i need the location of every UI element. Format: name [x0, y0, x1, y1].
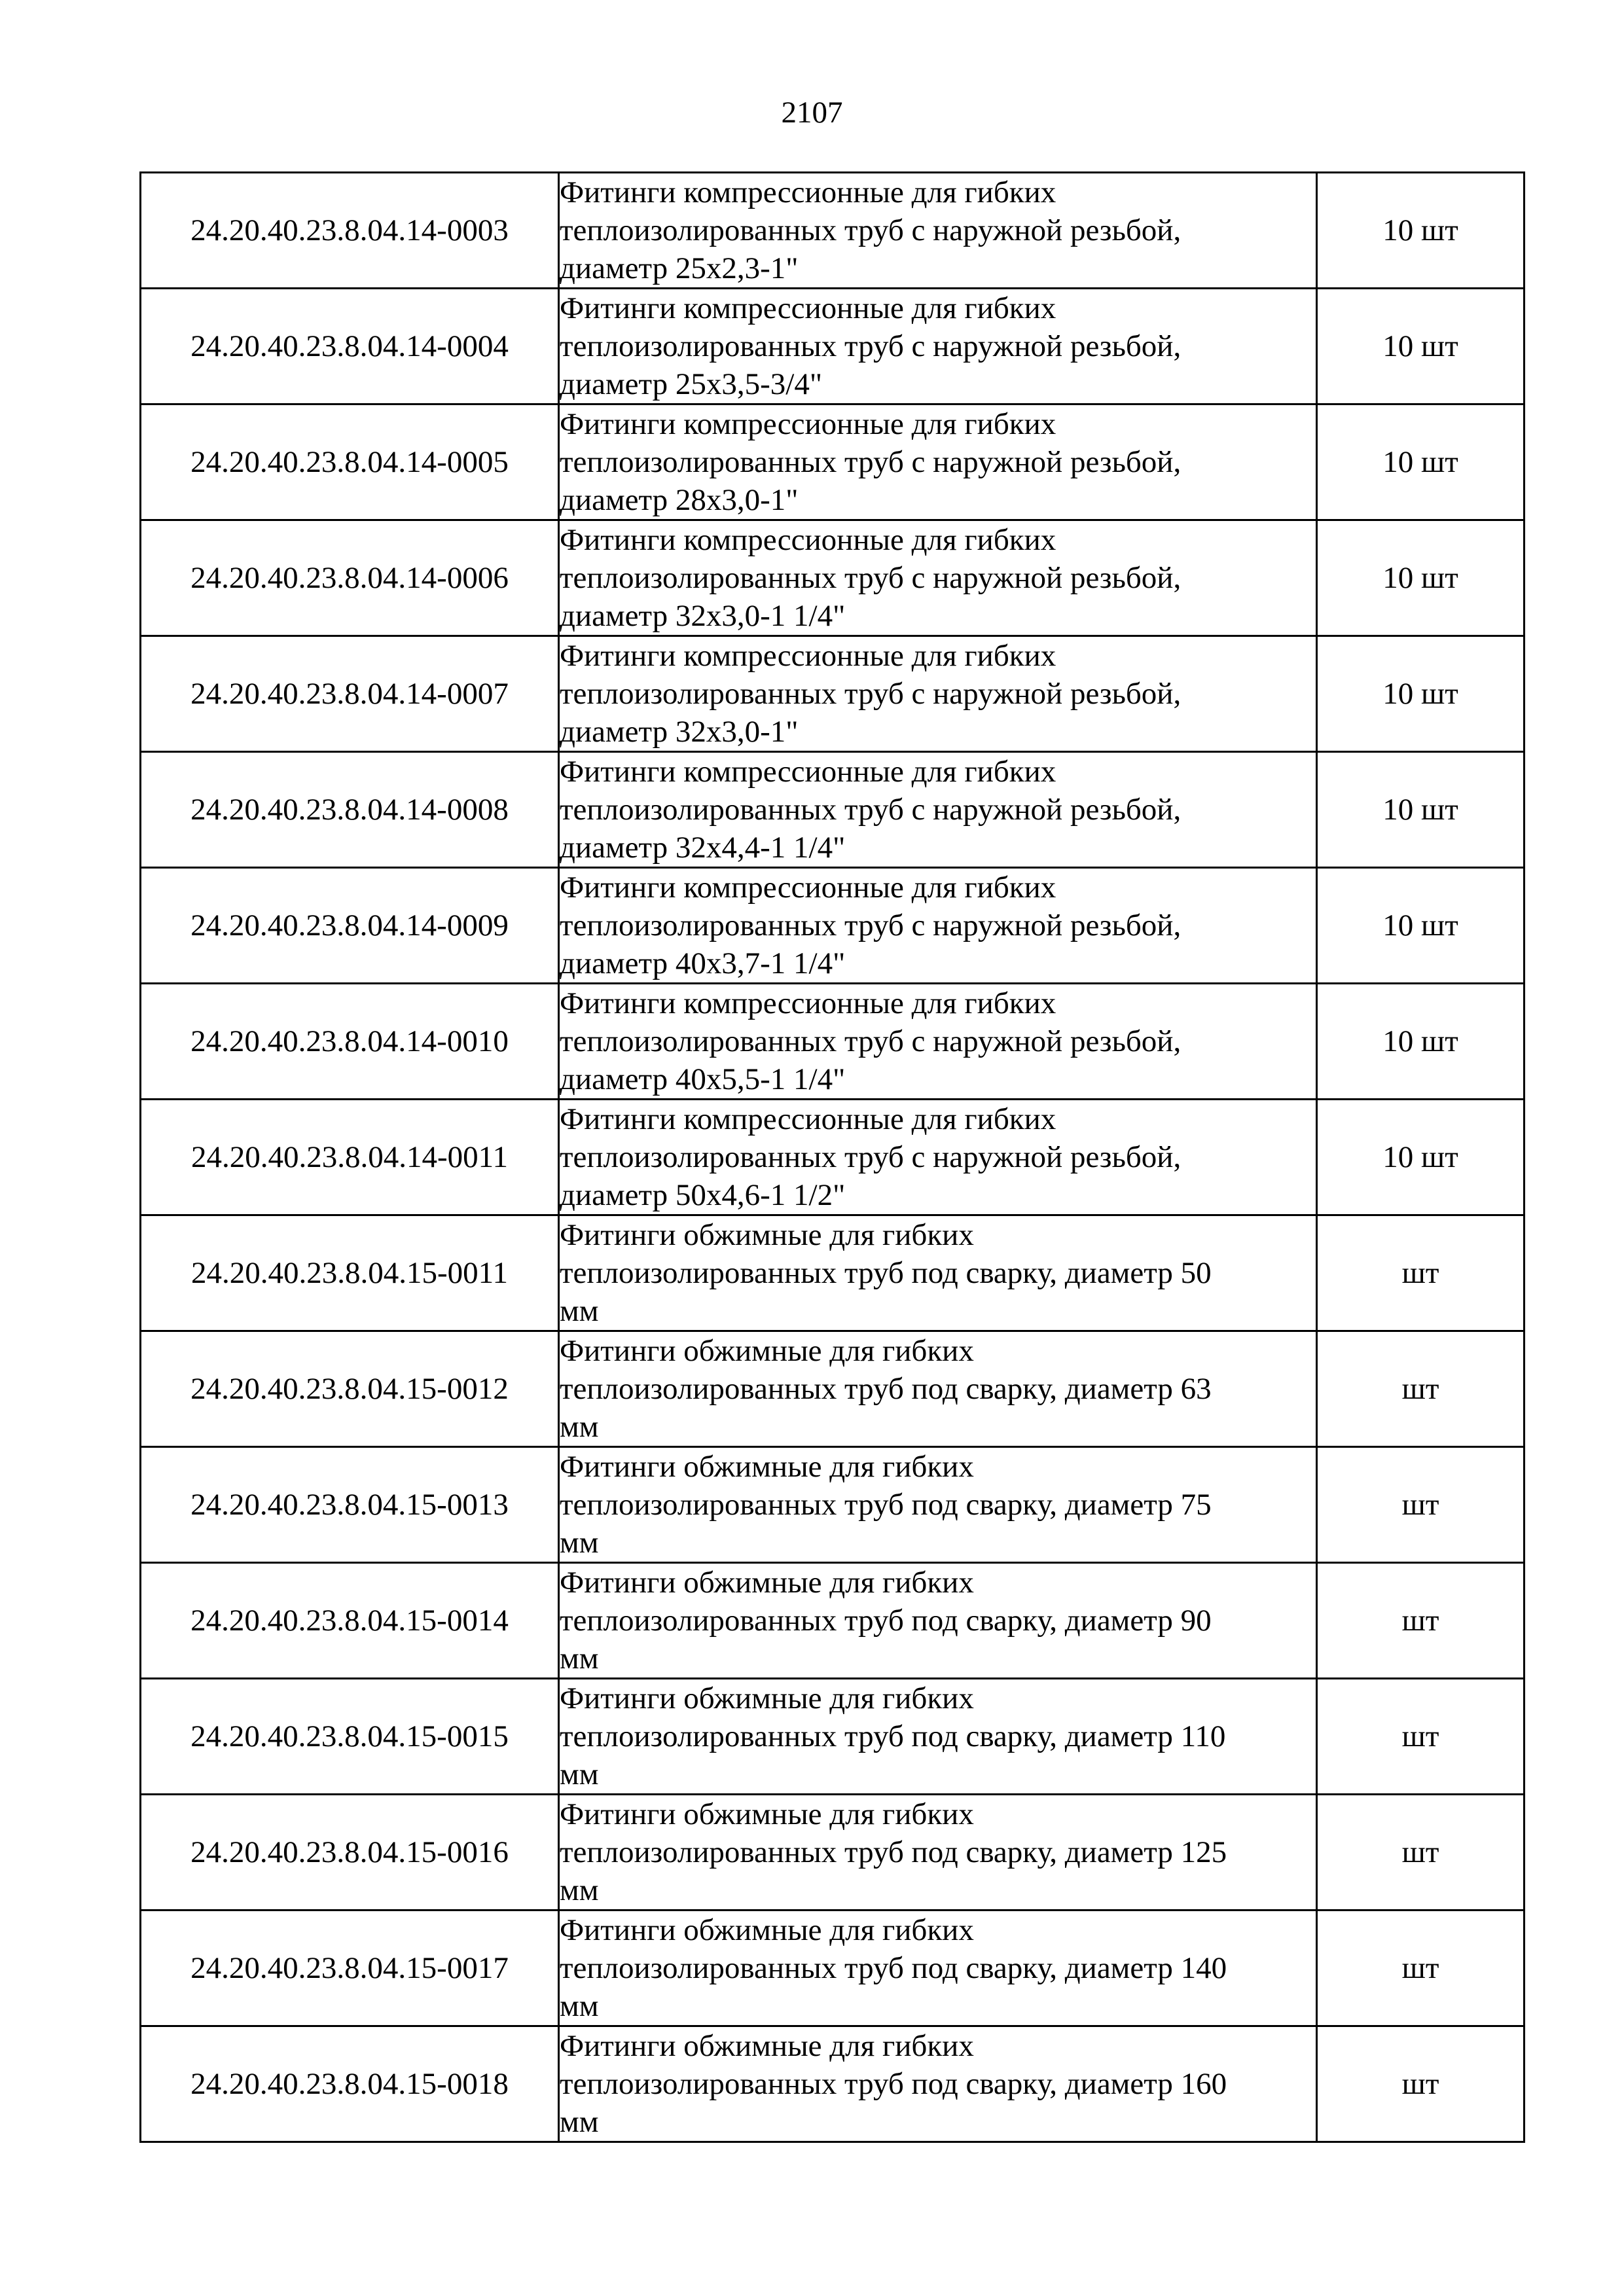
- description-line: мм: [560, 1757, 599, 1791]
- description-line: диаметр 50x4,6-1 1/2": [560, 1178, 846, 1212]
- item-code: 24.20.40.23.8.04.14-0004: [141, 289, 559, 404]
- description-line: Фитинги компрессионные для гибких: [560, 755, 1056, 789]
- description-line: диаметр 28x3,0-1": [560, 483, 799, 517]
- item-unit: 10 шт: [1317, 752, 1525, 868]
- item-description: [559, 1331, 1317, 1447]
- item-description: [559, 173, 1317, 289]
- description-line: Фитинги компрессионные для гибких: [560, 291, 1056, 325]
- table-row: [141, 1215, 1525, 1331]
- item-description: [559, 1795, 1317, 1910]
- description-line: теплоизолированных труб с наружной резьбой,: [560, 793, 1182, 827]
- item-code: 24.20.40.23.8.04.14-0008: [141, 752, 559, 868]
- description-line: мм: [560, 1526, 599, 1560]
- item-code: 24.20.40.23.8.04.15-0018: [141, 2026, 559, 2142]
- description-line: Фитинги обжимные для гибких: [560, 1218, 974, 1252]
- item-description: [559, 636, 1317, 752]
- table-row: [141, 520, 1525, 636]
- description-line: теплоизолированных труб под сварку, диаметр 63: [560, 1372, 1212, 1406]
- description-line: мм: [560, 1294, 599, 1328]
- items-table: [139, 171, 1525, 2143]
- description-line: теплоизолированных труб с наружной резьбой,: [560, 329, 1182, 363]
- item-unit: шт: [1317, 2026, 1525, 2142]
- description-line: теплоизолированных труб с наружной резьбой,: [560, 1024, 1182, 1058]
- item-description: [559, 1563, 1317, 1679]
- item-description: [559, 1215, 1317, 1331]
- description-line: диаметр 25x2,3-1": [560, 251, 799, 285]
- item-code: 24.20.40.23.8.04.14-0003: [141, 173, 559, 289]
- description-line: теплоизолированных труб под сварку, диаметр 110: [560, 1719, 1226, 1753]
- item-code: 24.20.40.23.8.04.14-0007: [141, 636, 559, 752]
- item-unit: шт: [1317, 1447, 1525, 1563]
- table-row: [141, 2026, 1525, 2142]
- description-line: теплоизолированных труб под сварку, диаметр 160: [560, 2067, 1227, 2101]
- items-table-body: [141, 173, 1525, 2142]
- table-row: [141, 1100, 1525, 1215]
- description-line: мм: [560, 1989, 599, 2023]
- description-line: теплоизолированных труб под сварку, диаметр 125: [560, 1835, 1227, 1869]
- item-description: [559, 1447, 1317, 1563]
- item-description: [559, 752, 1317, 868]
- item-unit: 10 шт: [1317, 289, 1525, 404]
- item-unit: шт: [1317, 1331, 1525, 1447]
- item-code: 24.20.40.23.8.04.14-0009: [141, 868, 559, 984]
- description-line: Фитинги компрессионные для гибких: [560, 639, 1056, 673]
- item-unit: 10 шт: [1317, 520, 1525, 636]
- item-code: 24.20.40.23.8.04.15-0015: [141, 1679, 559, 1795]
- table-row: [141, 984, 1525, 1100]
- item-unit: шт: [1317, 1795, 1525, 1910]
- description-line: теплоизолированных труб с наружной резьбой,: [560, 561, 1182, 595]
- description-line: теплоизолированных труб под сварку, диаметр 90: [560, 1604, 1212, 1638]
- table-row: [141, 752, 1525, 868]
- item-description: [559, 520, 1317, 636]
- table-row: [141, 1447, 1525, 1563]
- item-unit: шт: [1317, 1679, 1525, 1795]
- item-code: 24.20.40.23.8.04.15-0012: [141, 1331, 559, 1447]
- item-description: [559, 289, 1317, 404]
- description-line: Фитинги компрессионные для гибких: [560, 523, 1056, 557]
- item-unit: шт: [1317, 1910, 1525, 2026]
- table-row: [141, 868, 1525, 984]
- item-unit: шт: [1317, 1563, 1525, 1679]
- item-code: 24.20.40.23.8.04.15-0011: [141, 1215, 559, 1331]
- item-code: 24.20.40.23.8.04.14-0011: [141, 1100, 559, 1215]
- description-line: Фитинги компрессионные для гибких: [560, 986, 1056, 1020]
- item-code: 24.20.40.23.8.04.14-0006: [141, 520, 559, 636]
- item-description: [559, 1679, 1317, 1795]
- description-line: Фитинги компрессионные для гибких: [560, 870, 1056, 905]
- item-unit: 10 шт: [1317, 1100, 1525, 1215]
- item-unit: шт: [1317, 1215, 1525, 1331]
- table-row: [141, 1795, 1525, 1910]
- description-line: диаметр 32x3,0-1 1/4": [560, 599, 846, 633]
- description-line: Фитинги обжимные для гибких: [560, 1566, 974, 1600]
- description-line: Фитинги обжимные для гибких: [560, 2029, 974, 2063]
- item-unit: 10 шт: [1317, 984, 1525, 1100]
- description-line: мм: [560, 1873, 599, 1907]
- item-description: [559, 1100, 1317, 1215]
- description-line: мм: [560, 2105, 599, 2139]
- description-line: Фитинги обжимные для гибких: [560, 1681, 974, 1715]
- description-line: мм: [560, 1410, 599, 1444]
- table-row: [141, 1679, 1525, 1795]
- description-line: Фитинги обжимные для гибких: [560, 1797, 974, 1831]
- description-line: Фитинги компрессионные для гибких: [560, 175, 1056, 209]
- description-line: теплоизолированных труб с наружной резьбой,: [560, 1140, 1182, 1174]
- item-code: 24.20.40.23.8.04.14-0010: [141, 984, 559, 1100]
- item-description: [559, 2026, 1317, 2142]
- description-line: мм: [560, 1641, 599, 1676]
- item-code: 24.20.40.23.8.04.15-0016: [141, 1795, 559, 1910]
- description-line: диаметр 32x3,0-1": [560, 715, 799, 749]
- description-line: теплоизолированных труб под сварку, диаметр 140: [560, 1951, 1227, 1985]
- item-unit: 10 шт: [1317, 404, 1525, 520]
- description-line: теплоизолированных труб с наружной резьбой,: [560, 213, 1182, 247]
- item-unit: 10 шт: [1317, 173, 1525, 289]
- item-description: [559, 404, 1317, 520]
- page-number: 2107: [781, 96, 843, 130]
- item-code: 24.20.40.23.8.04.14-0005: [141, 404, 559, 520]
- item-code: 24.20.40.23.8.04.15-0017: [141, 1910, 559, 2026]
- description-line: теплоизолированных труб под сварку, диаметр 50: [560, 1256, 1212, 1290]
- item-code: 24.20.40.23.8.04.15-0014: [141, 1563, 559, 1679]
- description-line: диаметр 40x5,5-1 1/4": [560, 1062, 846, 1096]
- description-line: теплоизолированных труб с наружной резьбой,: [560, 677, 1182, 711]
- description-line: Фитинги обжимные для гибких: [560, 1334, 974, 1368]
- item-description: [559, 868, 1317, 984]
- item-code: 24.20.40.23.8.04.15-0013: [141, 1447, 559, 1563]
- description-line: Фитинги обжимные для гибких: [560, 1450, 974, 1484]
- table-row: [141, 173, 1525, 289]
- description-line: диаметр 40x3,7-1 1/4": [560, 946, 846, 980]
- description-line: теплоизолированных труб с наружной резьбой,: [560, 908, 1182, 942]
- table-row: [141, 1563, 1525, 1679]
- description-line: теплоизолированных труб с наружной резьбой,: [560, 445, 1182, 479]
- description-line: диаметр 32x4,4-1 1/4": [560, 831, 846, 865]
- table-row: [141, 1910, 1525, 2026]
- table-row: [141, 404, 1525, 520]
- item-unit: 10 шт: [1317, 636, 1525, 752]
- item-description: [559, 1910, 1317, 2026]
- item-unit: 10 шт: [1317, 868, 1525, 984]
- table-row: [141, 1331, 1525, 1447]
- description-line: Фитинги компрессионные для гибких: [560, 407, 1056, 441]
- description-line: Фитинги обжимные для гибких: [560, 1913, 974, 1947]
- item-description: [559, 984, 1317, 1100]
- description-line: диаметр 25x3,5-3/4": [560, 367, 823, 401]
- description-line: теплоизолированных труб под сварку, диаметр 75: [560, 1488, 1212, 1522]
- table-row: [141, 289, 1525, 404]
- description-line: Фитинги компрессионные для гибких: [560, 1102, 1056, 1136]
- table-row: [141, 636, 1525, 752]
